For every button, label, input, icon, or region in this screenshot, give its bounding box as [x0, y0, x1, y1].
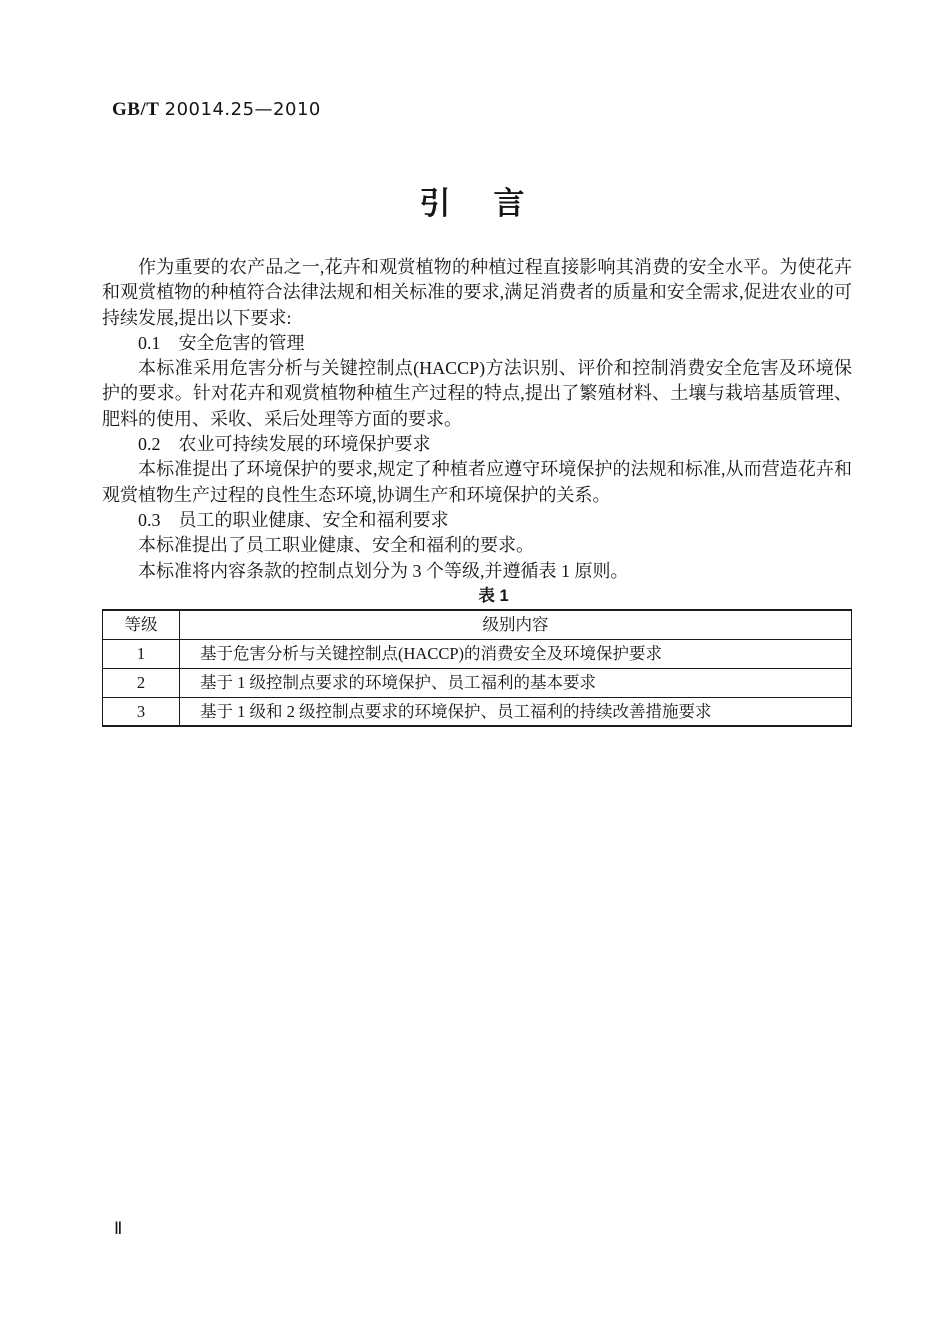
levels-paragraph: 本标准将内容条款的控制点划分为 3 个等级,并遵循表 1 原则。	[138, 560, 629, 581]
table-cell-level: 3	[103, 697, 180, 726]
section-heading-0-1: 0.1 安全危害的管理	[138, 332, 305, 353]
table-cell-description: 基于危害分析与关键控制点(HACCP)的消费安全及环境保护要求	[180, 639, 852, 668]
section-0-1-paragraph: 本标准采用危害分析与关键控制点(HACCP)方法识别、评价和控制消费安全危害及环境保护的要求。针对花卉和观赏植物种植生产过程的特点,提出了繁殖材料、土壤与栽培基质管理、肥料的使用、采收、采后处理等方面的要求。	[102, 358, 852, 429]
section-heading-0-3: 0.3 员工的职业健康、安全和福利要求	[138, 509, 449, 530]
section-0-2-paragraph: 本标准提出了环境保护的要求,规定了种植者应遵守环境保护的法规和标准,从而营造花卉和观赏植物生产过程的良性生态环境,协调生产和环境保护的关系。	[102, 459, 852, 505]
standard-code	[112, 99, 321, 121]
table-cell-description: 基于 1 级控制点要求的环境保护、员工福利的基本要求	[180, 668, 852, 697]
section-heading-0-2: 0.2 农业可持续发展的环境保护要求	[138, 434, 431, 455]
standard-code-prefix: GB/T	[112, 99, 160, 120]
page-title: 引 言	[419, 186, 531, 221]
table-header-description: 级别内容	[180, 610, 852, 639]
page-number: Ⅱ	[114, 1219, 123, 1238]
section-0-3-paragraph: 本标准提出了员工职业健康、安全和福利的要求。	[138, 535, 534, 556]
table-cell-description: 基于 1 级和 2 级控制点要求的环境保护、员工福利的持续改善措施要求	[180, 697, 852, 726]
levels-table	[102, 609, 852, 727]
introduction-body	[102, 255, 852, 727]
table-cell-level: 2	[103, 668, 180, 697]
table-cell-level: 1	[103, 639, 180, 668]
table-caption: 表 1	[478, 586, 509, 605]
standard-code-number: 20014.25—2010	[164, 99, 321, 120]
table-header-row	[103, 610, 852, 639]
table-header-level: 等级	[103, 610, 180, 639]
table-row	[103, 668, 852, 697]
table-row	[103, 639, 852, 668]
intro-paragraph: 作为重要的农产品之一,花卉和观赏植物的种植过程直接影响其消费的安全水平。为使花卉和观赏植物的种植符合法律法规和相关标准的要求,满足消费者的质量和安全需求,促进农业的可持续发展,提出以下要求:	[102, 257, 852, 328]
table-row	[103, 697, 852, 726]
